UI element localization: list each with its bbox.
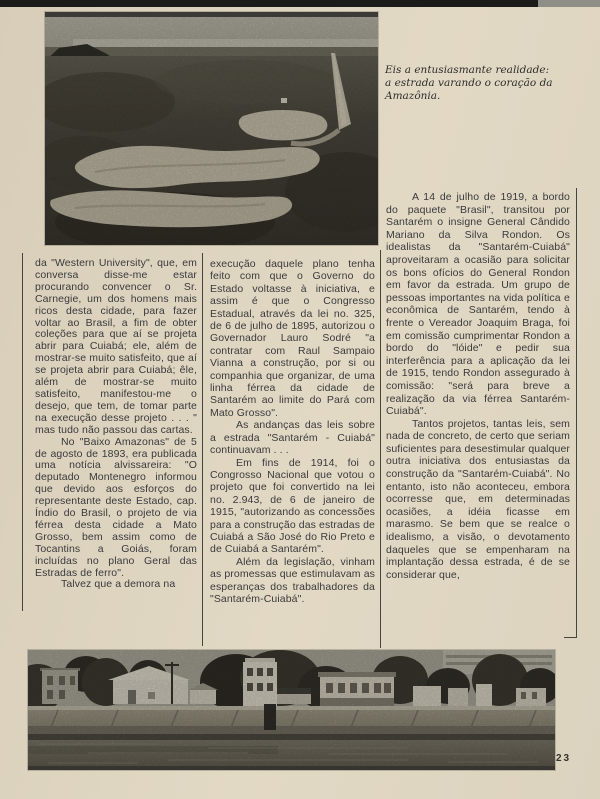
text-column-middle [210,258,375,605]
text-column-left [35,258,197,591]
caption-line: Eis a entusiasmante realidade: [385,64,550,76]
riverfront-photo [28,650,555,770]
column-rule-left [22,253,23,611]
paragraph: Além da legislação, vinham as promessas que estimulavam as esperanças dos trabalhadores da "Santarém-Cuiabá". [210,555,375,605]
page-top-edge-light-segment [538,0,600,7]
paragraph: A 14 de julho de 1919, a bordo do paquete "Brasil", transitou por Santarém o insigne General Cândido Mariano da Silva Rondon. Os idealistas da "Santarém-Cuiabá" aproveitaram a ocasião para solicitar os bons ofícios do General Rondon em favor da estrada. Um grupo de pessoas importantes na vida política e econômica de Santarém, tendo à frente o Vereador Joaquim Braga, foi em comissão cumprimentar Rondon a bordo do "lóide" e pedir sua interferência para a aplicação da lei de 1915, tendo Rondon assegurado à comissão: "será para breve a realização da via férrea Santarém-Cuiabá". [386,191,570,418]
riverfront-photo-art [28,650,555,770]
aerial-road-photo [45,12,378,245]
column-rule-middle-2 [380,250,381,648]
page-top-edge [0,0,600,7]
column-rule-right [576,188,577,638]
text-column-right [386,191,570,581]
column-rule-middle-1 [202,253,203,646]
paragraph: da "Western University", que, em conversa disse-me estar procurando convencer o Sr. Carnegie, um dos homens mais ricos desta cidade, para fazer voltar ao Brasil, a fim de obter coleções para que aí se projeta abrir para Cuiabá; ele, além de mostrar-se muito satisfeito, que aí se projeta abrir para Cuiabá; êle, além de mostrar-se muito satisfeito, manifestou-me o desejo, que tem, de tomar parte na execução desse projeto . . . " mas tudo não passou das cartas. [35,257,197,436]
photo-grain [28,650,555,770]
photo-caption [385,64,585,103]
caption-line: Amazônia. [385,90,441,102]
paragraph: As andanças das leis sobre a estrada "Santarém - Cuiabá" continuavam . . . [210,419,375,457]
paragraph: Em fins de 1914, foi o Congrosso Nacional que votou o projeto que foi convertido na lei no. 2.943, de 6 de janeiro de 1915, "autorizando as concessões para a construção das estradas de Cuiabá a São José do Rio Preto e de Cuiabá a Santarém". [210,456,375,556]
caption-line: a estrada varando o coração da [385,77,553,89]
paragraph: No "Baixo Amazonas" de 5 de agosto de 1893, era publicada uma notícia alvissareira: "O deputado Montenegro informou que devido aos esforços do representante deste Estado, cap. Índio do Brasil, o projeto de via férrea desta cidade a Mato Grosso, bem assim como de Tocantins a Goiás, foram incluídas no plano Geral das Estradas de ferro". [35,435,197,579]
paragraph: Tantos projetos, tantas leis, sem nada de concreto, de certo que seriam suficientes para desestimular qualquer outra iniciativa dos entusiastas da construção da "Santarém-Cuiabá". No entanto, isto não aconteceu, embora ocorresse que, em determinadas ocasiões, a idéia ficasse em marasmo. Se bem que se realce o idealismo, a visão, o devotamento daqueles que se empenharam na implantação dessa estrada, é de se considerar que, [386,417,570,581]
paragraph: execução daquele plano tenha feito com que o Governo do Estado voltasse à iniciativa, e assim é que o Congresso Estadual, através da lei no. 325, de 6 de julho de 1895, autorizou o Governador Lauro Sodré "a contratar com Raul Sampaio Vianna a construção, por si ou companhia que organizar, de uma linha férrea da cidade de Santarém ao limite do Pará com Mato Grosso". [210,258,375,419]
paragraph: Talvez que a demora na [61,578,176,591]
aerial-road-photo-art [45,12,378,245]
page-number: 23 [556,753,572,764]
photo-grain [45,12,378,245]
